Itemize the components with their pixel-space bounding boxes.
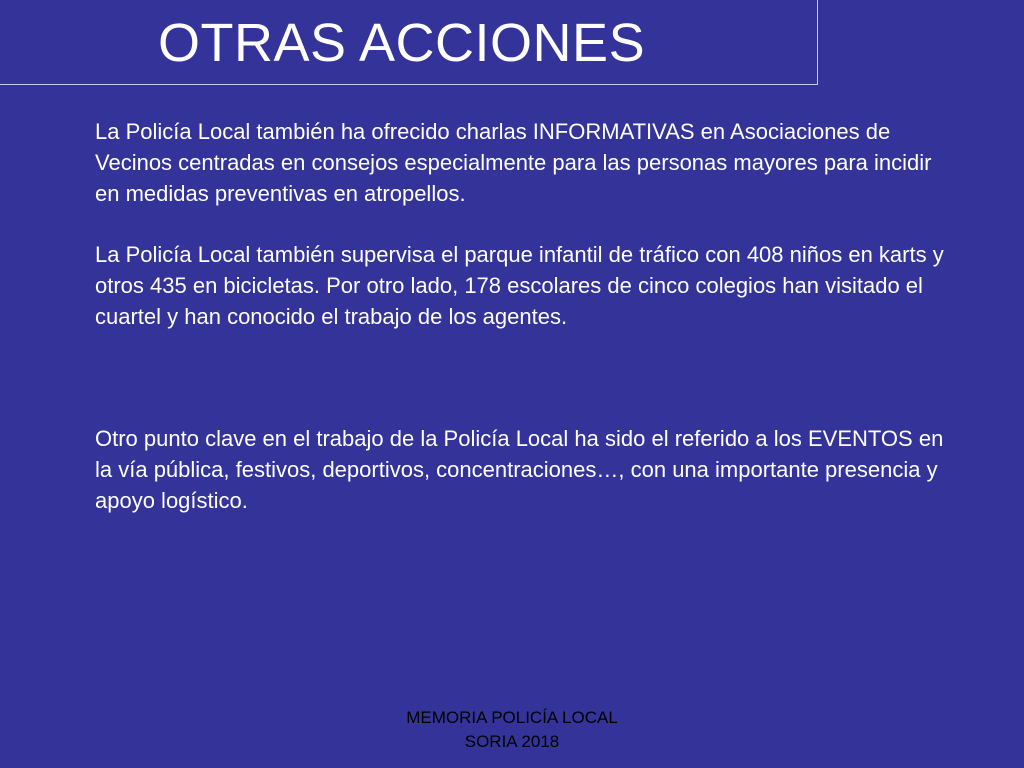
paragraph-charlas: La Policía Local también ha ofrecido charlas INFORMATIVAS en Asociaciones de Vecinos centradas en consejos especialmente para las personas mayores para incidir en medidas preventivas en atropellos. xyxy=(95,119,932,206)
slide-footer xyxy=(362,706,662,754)
footer-line-2: SORIA 2018 xyxy=(464,732,560,751)
footer-line-1: MEMORIA POLICÍA LOCAL xyxy=(406,708,618,727)
paragraph-eventos: Otro punto clave en el trabajo de la Policía Local ha sido el referido a los EVENTOS en la vía pública, festivos, deportivos, concentraciones…, con una importante presencia y apoyo logístico. xyxy=(95,426,944,513)
paragraph-parque-infantil: La Policía Local también supervisa el parque infantil de tráfico con 408 niños en karts y otros 435 en bicicletas. Por otro lado, 178 escolares de cinco colegios han visitado el cuartel y han conocido el trabajo de los agentes. xyxy=(95,242,944,329)
slide-title: OTRAS ACCIONES xyxy=(158,13,646,73)
title-box xyxy=(0,0,818,85)
